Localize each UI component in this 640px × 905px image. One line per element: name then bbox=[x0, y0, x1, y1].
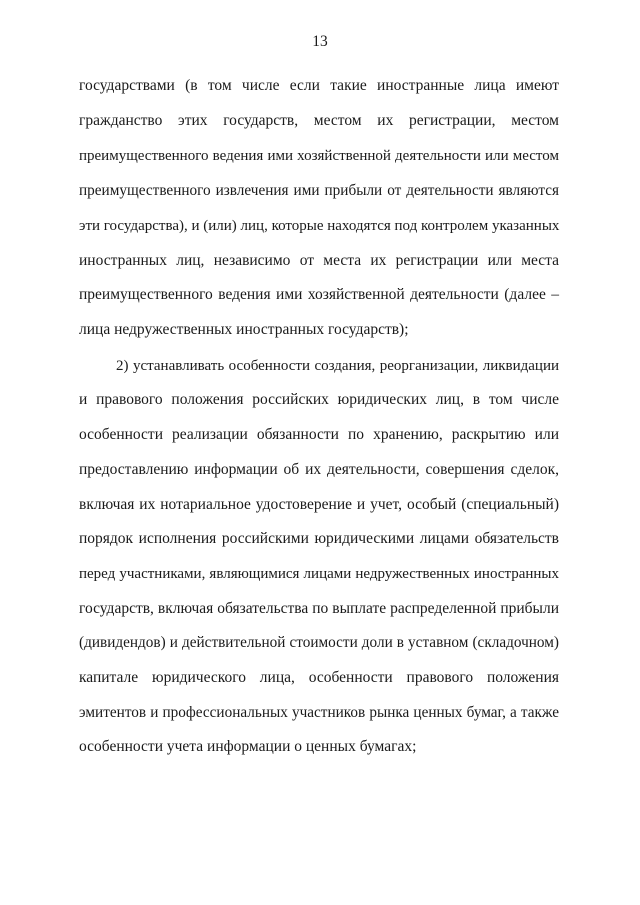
text-line: преимущественного извлечения ими прибыли от деятельности являются bbox=[79, 182, 559, 199]
text-line: эмитентов и профессиональных участников рынка ценных бумаг, а также bbox=[79, 704, 559, 721]
text-line: капитале юридического лица, особенности правового положения bbox=[79, 669, 559, 686]
text-line: предоставлению информации об их деятельности, совершения сделок, bbox=[79, 461, 559, 478]
text-line: государств, включая обязательства по выплате распределенной прибыли bbox=[79, 600, 559, 617]
text-line: перед участниками, являющимися лицами недружественных иностранных bbox=[79, 566, 559, 582]
text-line: включая их нотариальное удостоверение и учет, особый (специальный) bbox=[79, 496, 559, 513]
text-line: лица недружественных иностранных государств); bbox=[79, 321, 409, 338]
page-number: 13 bbox=[312, 33, 328, 50]
text-line: особенности учета информации о ценных бумагах; bbox=[79, 738, 417, 755]
text-line: и правового положения российских юридических лиц, в том числе bbox=[79, 391, 559, 408]
text-line: порядок исполнения российскими юридическими лицами обязательств bbox=[79, 530, 559, 547]
text-line: (дивидендов) и действительной стоимости доли в уставном (складочном) bbox=[79, 634, 559, 651]
text-line: эти государства), и (или) лиц, которые находятся под контролем указанных bbox=[79, 218, 560, 234]
text-line: особенности реализации обязанности по хранению, раскрытию или bbox=[79, 426, 559, 443]
text-line: преимущественного ведения ими хозяйственной деятельности или местом bbox=[79, 148, 559, 164]
text-line: преимущественного ведения ими хозяйственной деятельности (далее – bbox=[79, 286, 559, 303]
text-line: государствами (в том числе если такие иностранные лица имеют bbox=[79, 77, 559, 94]
text-line: 2) устанавливать особенности создания, реорганизации, ликвидации bbox=[116, 358, 559, 374]
text-line: иностранных лиц, независимо от места их регистрации или места bbox=[79, 252, 559, 269]
text-line: гражданство этих государств, местом их регистрации, местом bbox=[79, 112, 559, 129]
